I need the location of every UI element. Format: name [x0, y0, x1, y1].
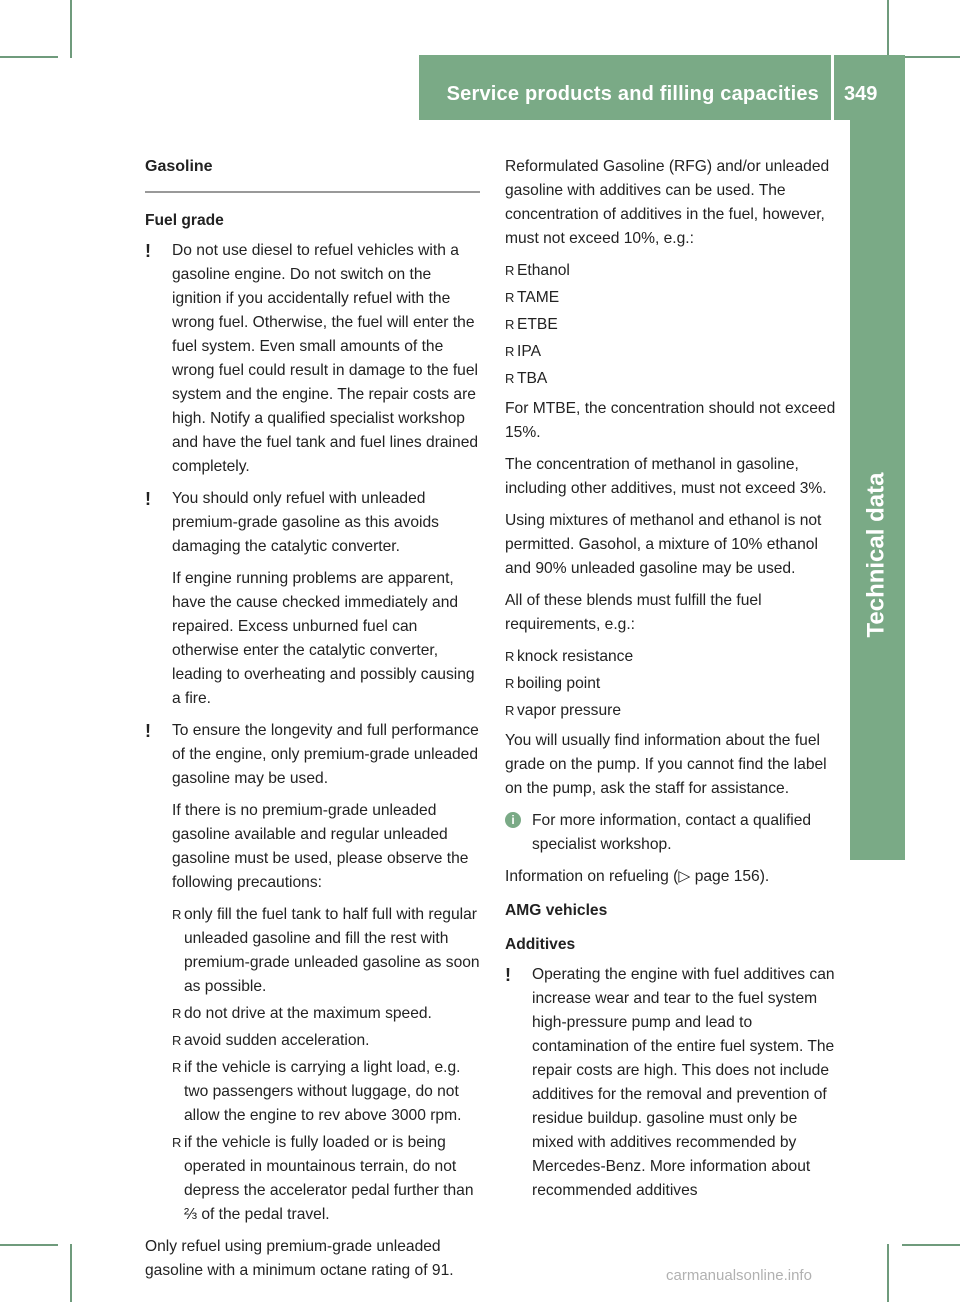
info-text: For more information, contact a qualified specialist workshop.: [532, 812, 812, 853]
warning-icon: !: [145, 721, 151, 741]
bullet-icon: R: [505, 371, 515, 386]
crop-mark: [70, 0, 72, 58]
subhead-amg: AMG vehicles: [505, 902, 608, 919]
section-title: Gasoline: [145, 155, 480, 193]
list-item: R if the vehicle is carrying a light load, e.g. two passengers without luggage, do not allow the engine to rev above 3000 rpm.: [172, 1056, 480, 1128]
warning-text: You should only refuel with unleaded premium-grade gasoline as this avoids damaging the catalytic converter.: [172, 490, 439, 555]
paragraph: Reformulated Gasoline (RFG) and/or unleaded gasoline with additives can be used. The concentration of additives in the fuel, however, must not exceed 10%, e.g.:: [505, 158, 830, 247]
header-divider: [831, 55, 834, 120]
list-item: R TBA: [505, 367, 840, 391]
warning-note: [145, 487, 480, 711]
list-item: R TAME: [505, 286, 840, 310]
closing-text: Only refuel using premium-grade unleaded gasoline with a minimum octane rating of 91.: [145, 1238, 454, 1279]
crop-mark: [0, 56, 58, 58]
right-column: [505, 155, 840, 1211]
warning-text: If engine running problems are apparent, have the cause checked immediately and repaired. Excess unburned fuel can otherwise enter the catalytic converter, leading to overheating and possibly causing a fire.: [172, 570, 475, 707]
list-item: R if the vehicle is fully loaded or is being operated in mountainous terrain, do not depress the accelerator pedal further than ⅔ of the pedal travel.: [172, 1131, 480, 1227]
crop-mark: [902, 1244, 960, 1246]
paragraph: Using mixtures of methanol and ethanol is not permitted. Gasohol, a mixture of 10% ethanol and 90% unleaded gasoline may be used.: [505, 512, 822, 577]
bullet-icon: R: [505, 649, 515, 664]
warning-note: [145, 719, 480, 1227]
crop-mark: [0, 1244, 58, 1246]
list-item: R ETBE: [505, 313, 840, 337]
page-reference-arrow-icon: ▷: [678, 868, 691, 885]
list-item: R boiling point: [505, 672, 840, 696]
refueling-reference: Information on refueling (▷ page 156).: [505, 868, 770, 885]
bullet-icon: R: [505, 317, 515, 332]
bullet-icon: R: [505, 263, 515, 278]
bullet-icon: R: [172, 907, 182, 922]
page-header: [419, 55, 905, 120]
warning-note: [145, 239, 480, 479]
additives-list: [505, 259, 840, 391]
paragraph: You will usually find information about the fuel grade on the pump. If you cannot find the label on the pump, ask the staff for assistance.: [505, 732, 827, 797]
page-title: Service products and filling capacities: [446, 83, 819, 105]
left-column: [145, 155, 480, 1291]
crop-mark: [902, 56, 960, 58]
paragraph: The concentration of methanol in gasoline, including other additives, must not exceed 3%.: [505, 456, 827, 497]
bullet-icon: R: [505, 290, 515, 305]
subhead-additives: Additives: [505, 936, 576, 953]
bullet-icon: R: [172, 1060, 182, 1075]
bullet-icon: R: [172, 1006, 182, 1021]
subhead-fuel-grade: Fuel grade: [145, 212, 224, 229]
list-item: R knock resistance: [505, 645, 840, 669]
list-item: R vapor pressure: [505, 699, 840, 723]
warning-text: To ensure the longevity and full performance of the engine, only premium-grade unleaded gasoline may be used.: [172, 722, 479, 787]
warning-icon: !: [505, 965, 511, 985]
info-icon: i: [505, 812, 521, 828]
bullet-icon: R: [172, 1033, 182, 1048]
crop-mark: [887, 1244, 889, 1302]
paragraph: For MTBE, the concentration should not exceed 15%.: [505, 400, 836, 441]
warning-text: Do not use diesel to refuel vehicles with a gasoline engine. Do not switch on the ignition if you accidentally refuel with the wrong fuel. Otherwise, the fuel will enter the fuel system. Even small amounts of the wrong fuel could result in damage to the fuel system and the engine. The repair costs are high. Notify a qualified specialist workshop and have the fuel tank and fuel lines drained completely.: [172, 242, 479, 475]
crop-mark: [887, 0, 889, 58]
list-item: R avoid sudden acceleration.: [172, 1029, 480, 1053]
watermark: carmanualsonline.info: [666, 1267, 812, 1284]
bullet-icon: R: [505, 344, 515, 359]
bullet-icon: R: [505, 676, 515, 691]
list-item: R Ethanol: [505, 259, 840, 283]
section-tab-label: Technical data: [862, 472, 890, 638]
list-item: R IPA: [505, 340, 840, 364]
warning-text: Operating the engine with fuel additives can increase wear and tear to the fuel system high-pressure pump and lead to contamination of the entire fuel system. The repair costs are high. This does not include additives for the removal and prevention of residue buildup. gasoline must only be mixed with additives recommended by Mercedes-Benz. More information about recommended additives: [532, 966, 835, 1199]
page-number: 349: [844, 83, 878, 105]
info-note: [505, 809, 840, 857]
warning-note: [505, 963, 840, 1203]
bullet-icon: R: [505, 703, 515, 718]
warning-icon: !: [145, 489, 151, 509]
list-item: R do not drive at the maximum speed.: [172, 1002, 480, 1026]
crop-mark: [70, 1244, 72, 1302]
paragraph: All of these blends must fulfill the fuel requirements, e.g.:: [505, 592, 762, 633]
bullet-icon: R: [172, 1135, 182, 1150]
warning-icon: !: [145, 241, 151, 261]
precautions-list: [172, 903, 480, 1227]
list-item: R only fill the fuel tank to half full with regular unleaded gasoline and fill the rest with premium-grade unleaded gasoline as soon as possible.: [172, 903, 480, 999]
requirements-list: [505, 645, 840, 723]
warning-text: If there is no premium-grade unleaded gasoline available and regular unleaded gasoline must be used, please observe the following precautions:: [172, 802, 469, 891]
